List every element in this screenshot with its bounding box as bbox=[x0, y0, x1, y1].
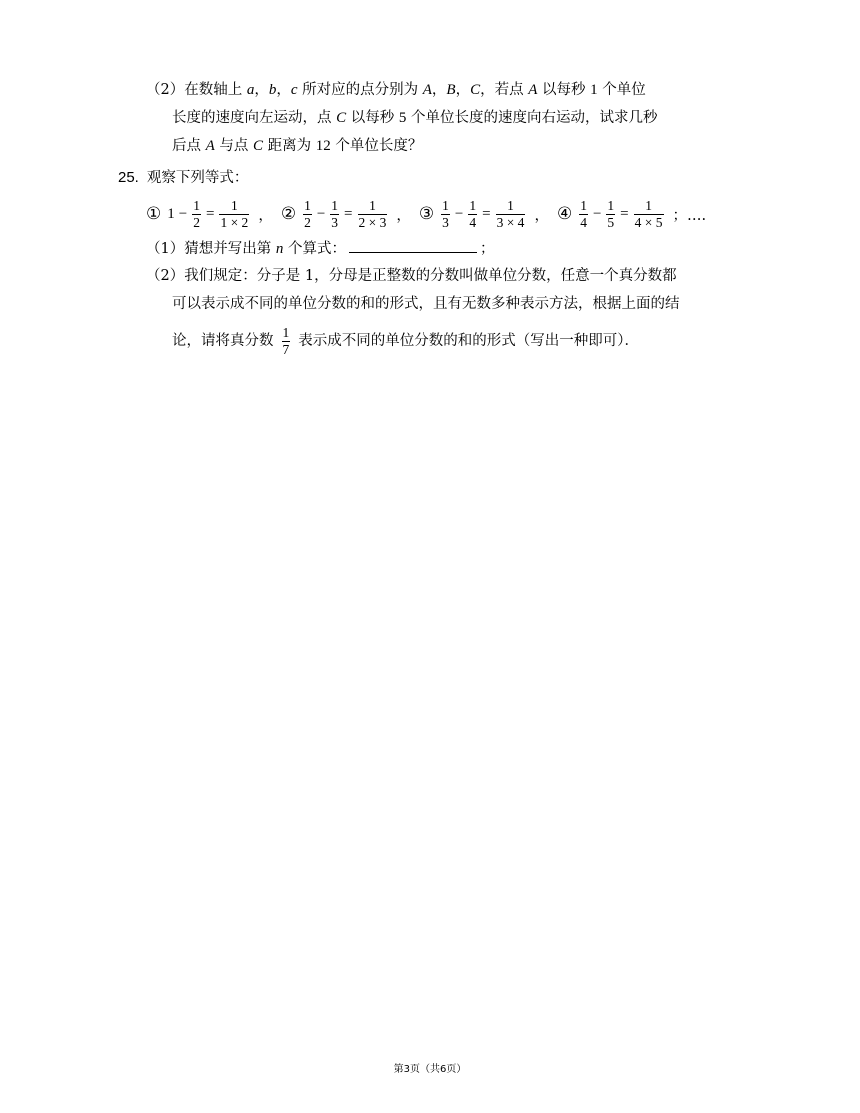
numerator: 1 bbox=[369, 197, 376, 213]
fraction bbox=[496, 198, 526, 231]
denominator: 2 bbox=[193, 214, 200, 230]
fraction bbox=[441, 198, 450, 231]
denominator: 1 × 2 bbox=[220, 214, 249, 230]
separator-ellipsis: ；…. bbox=[672, 207, 707, 224]
minus-sign: − bbox=[178, 205, 188, 222]
denominator: 4 bbox=[469, 214, 477, 230]
q24-part2-line2 bbox=[172, 108, 657, 128]
numerator: 1 bbox=[304, 197, 311, 213]
denominator: 2 × 3 bbox=[358, 214, 387, 230]
numerator: 1 bbox=[231, 197, 238, 213]
numerator: 1 bbox=[469, 197, 477, 213]
text: ， bbox=[254, 82, 269, 98]
marker-4: ④ bbox=[556, 204, 573, 224]
text: ， bbox=[276, 82, 291, 98]
point-B: B bbox=[446, 82, 456, 98]
text: 与点 bbox=[214, 138, 253, 154]
text: ，若点 bbox=[480, 82, 529, 98]
denominator: 3 × 4 bbox=[496, 214, 525, 230]
q25-header bbox=[118, 168, 248, 188]
answer-blank[interactable] bbox=[349, 238, 477, 253]
fraction bbox=[634, 198, 664, 231]
fraction bbox=[330, 198, 339, 231]
separator: ， bbox=[534, 207, 549, 224]
fraction bbox=[303, 198, 312, 231]
marker-3: ③ bbox=[418, 204, 435, 224]
numerator: 1 bbox=[507, 197, 514, 213]
marker-2: ② bbox=[280, 204, 297, 224]
point-C: C bbox=[253, 138, 264, 154]
q25-part2-line3 bbox=[172, 323, 639, 359]
minus-sign: − bbox=[454, 205, 464, 222]
text: ， bbox=[431, 82, 447, 98]
page-footer: 第3页（共6页） bbox=[393, 1064, 467, 1075]
text: 以每秒 bbox=[537, 82, 591, 98]
text: 论，请将真分数 bbox=[172, 333, 274, 349]
text: 可以表示成不同的单位分数的和的形式，且有无数多种表示方法，根据上面的结 bbox=[172, 296, 680, 312]
numerator: 1 bbox=[442, 197, 449, 213]
point-A: A bbox=[528, 82, 538, 98]
point-C: C bbox=[470, 82, 481, 98]
numerator: 1 bbox=[193, 197, 200, 213]
q24-part2-line1 bbox=[146, 80, 646, 100]
text: 距离为 bbox=[263, 138, 316, 154]
point-A: A bbox=[205, 138, 215, 154]
point-C: C bbox=[336, 110, 347, 126]
text: 猜想并写出第 bbox=[184, 241, 276, 257]
distance-12: 12 bbox=[315, 138, 331, 154]
text: 个算式： bbox=[283, 241, 346, 257]
q24-part2-line3 bbox=[172, 136, 422, 156]
fraction bbox=[579, 198, 588, 231]
var-a: a bbox=[246, 82, 255, 98]
point-A: A bbox=[422, 82, 432, 98]
speed-5: 5 bbox=[398, 110, 407, 126]
equals-sign: = bbox=[482, 205, 491, 222]
numerator: 1 bbox=[607, 197, 615, 213]
text: 个单位长度的速度向右运动，试求几秒 bbox=[406, 110, 658, 126]
denominator: 2 bbox=[304, 214, 311, 230]
equals-sign: = bbox=[620, 205, 629, 222]
text: 个单位 bbox=[597, 82, 646, 98]
q25-intro: 观察下列等式： bbox=[146, 170, 249, 186]
equals-sign: = bbox=[344, 205, 353, 222]
text: ， bbox=[455, 82, 471, 98]
numerator: 1 bbox=[331, 197, 339, 213]
denominator: 4 × 5 bbox=[634, 214, 663, 230]
text: 长度的速度向左运动，点 bbox=[172, 110, 337, 126]
numerator: 1 bbox=[580, 197, 587, 213]
denominator: 3 bbox=[331, 214, 339, 230]
question-number: 25. bbox=[118, 169, 139, 186]
denominator: 3 bbox=[442, 214, 449, 230]
fraction-one-seventh bbox=[282, 325, 291, 358]
q25-part2-label: （2） bbox=[146, 268, 185, 284]
text: 所对应的点分别为 bbox=[297, 82, 423, 98]
minus-sign: − bbox=[316, 205, 326, 222]
fraction bbox=[219, 198, 249, 231]
var-b: b bbox=[268, 82, 277, 98]
q25-equation-row bbox=[146, 196, 714, 232]
separator: ， bbox=[396, 207, 411, 224]
var-n: n bbox=[275, 241, 284, 257]
fraction bbox=[358, 198, 388, 231]
text: 在数轴上 bbox=[184, 82, 247, 98]
text: 个单位长度？ bbox=[330, 138, 423, 154]
separator: ， bbox=[258, 207, 273, 224]
var-c: c bbox=[290, 82, 298, 98]
fraction bbox=[192, 198, 201, 231]
text: 我们规定：分子是 1，分母是正整数的分数叫做单位分数，任意一个真分数都 bbox=[184, 268, 677, 284]
q25-part1-label: （1） bbox=[146, 241, 185, 257]
minus-sign: − bbox=[592, 205, 602, 222]
q25-part2-line2 bbox=[172, 294, 680, 314]
speed-1: 1 bbox=[590, 82, 598, 98]
text: 以每秒 bbox=[346, 110, 399, 126]
numerator: 1 bbox=[645, 197, 652, 213]
text: ； bbox=[479, 241, 495, 257]
q24-part2-label: （2） bbox=[146, 82, 185, 98]
q25-part1 bbox=[146, 238, 494, 259]
marker-1: ① bbox=[146, 204, 162, 224]
q25-part2-line1 bbox=[146, 266, 677, 286]
numerator: 1 bbox=[282, 324, 290, 340]
whole-number: 1 bbox=[167, 205, 175, 222]
fraction bbox=[468, 198, 477, 231]
fraction bbox=[606, 198, 615, 231]
text: 表示成不同的单位分数的和的形式（写出一种即可）． bbox=[298, 333, 639, 349]
denominator: 5 bbox=[607, 214, 615, 230]
equals-sign: = bbox=[205, 205, 215, 222]
denominator: 4 bbox=[580, 214, 587, 230]
denominator: 7 bbox=[282, 341, 290, 357]
text: 后点 bbox=[172, 138, 206, 154]
